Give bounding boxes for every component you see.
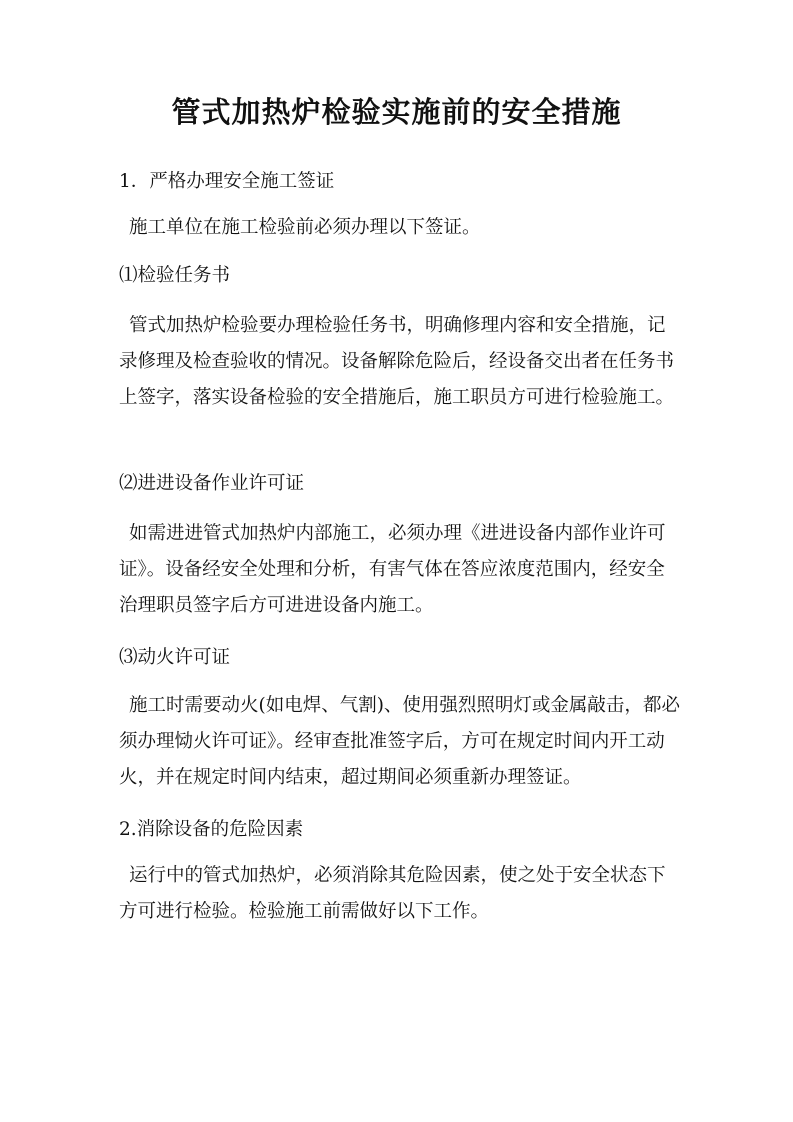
subheading-1: ⑴检验任务书 bbox=[119, 265, 231, 286]
paragraph-5: 运行中的管式加热炉，必须消除其危险因素，使之处于安全状态下方可进行检验。检验施工前需做好以下工作。 bbox=[119, 865, 666, 922]
paragraph-1: 施工单位在施工检验前必须办理以下签证。 bbox=[129, 217, 481, 238]
paragraph-3: 如需进进管式加热炉内部施工，必须办理《进进设备内部作业许可证》。设备经安全处理和分析，有害气体在答应浓度范围内，经安全治理职员签字后方可进进设备内施工。 bbox=[119, 523, 666, 616]
paragraph-4: 施工时需要动火(如电焊、气割)、使用强烈照明灯或金属敲击，都必须办理恸火许可证》。经审查批准签字后，方可在规定时间内开工动火，并在规定时间内结束，超过期间必须重新办理签证。 bbox=[119, 695, 680, 788]
paragraph-2: 管式加热炉检验要办理检验任务书，明确修理内容和安全措施，记录修理及检查验收的情况。设备解除危险后，经设备交出者在任务书上签字，落实设备检验的安全措施后，施工职员方可进行检验施工。 bbox=[119, 315, 675, 408]
section-heading-2: 2.消除设备的危险因素 bbox=[119, 819, 304, 840]
document-title: 管式加热炉检验实施前的安全措施 bbox=[171, 95, 622, 129]
section-heading-1: 1．严格办理安全施工签证 bbox=[119, 171, 335, 192]
subheading-3: ⑶动火许可证 bbox=[119, 647, 231, 668]
subheading-2: ⑵进进设备作业许可证 bbox=[119, 473, 305, 494]
